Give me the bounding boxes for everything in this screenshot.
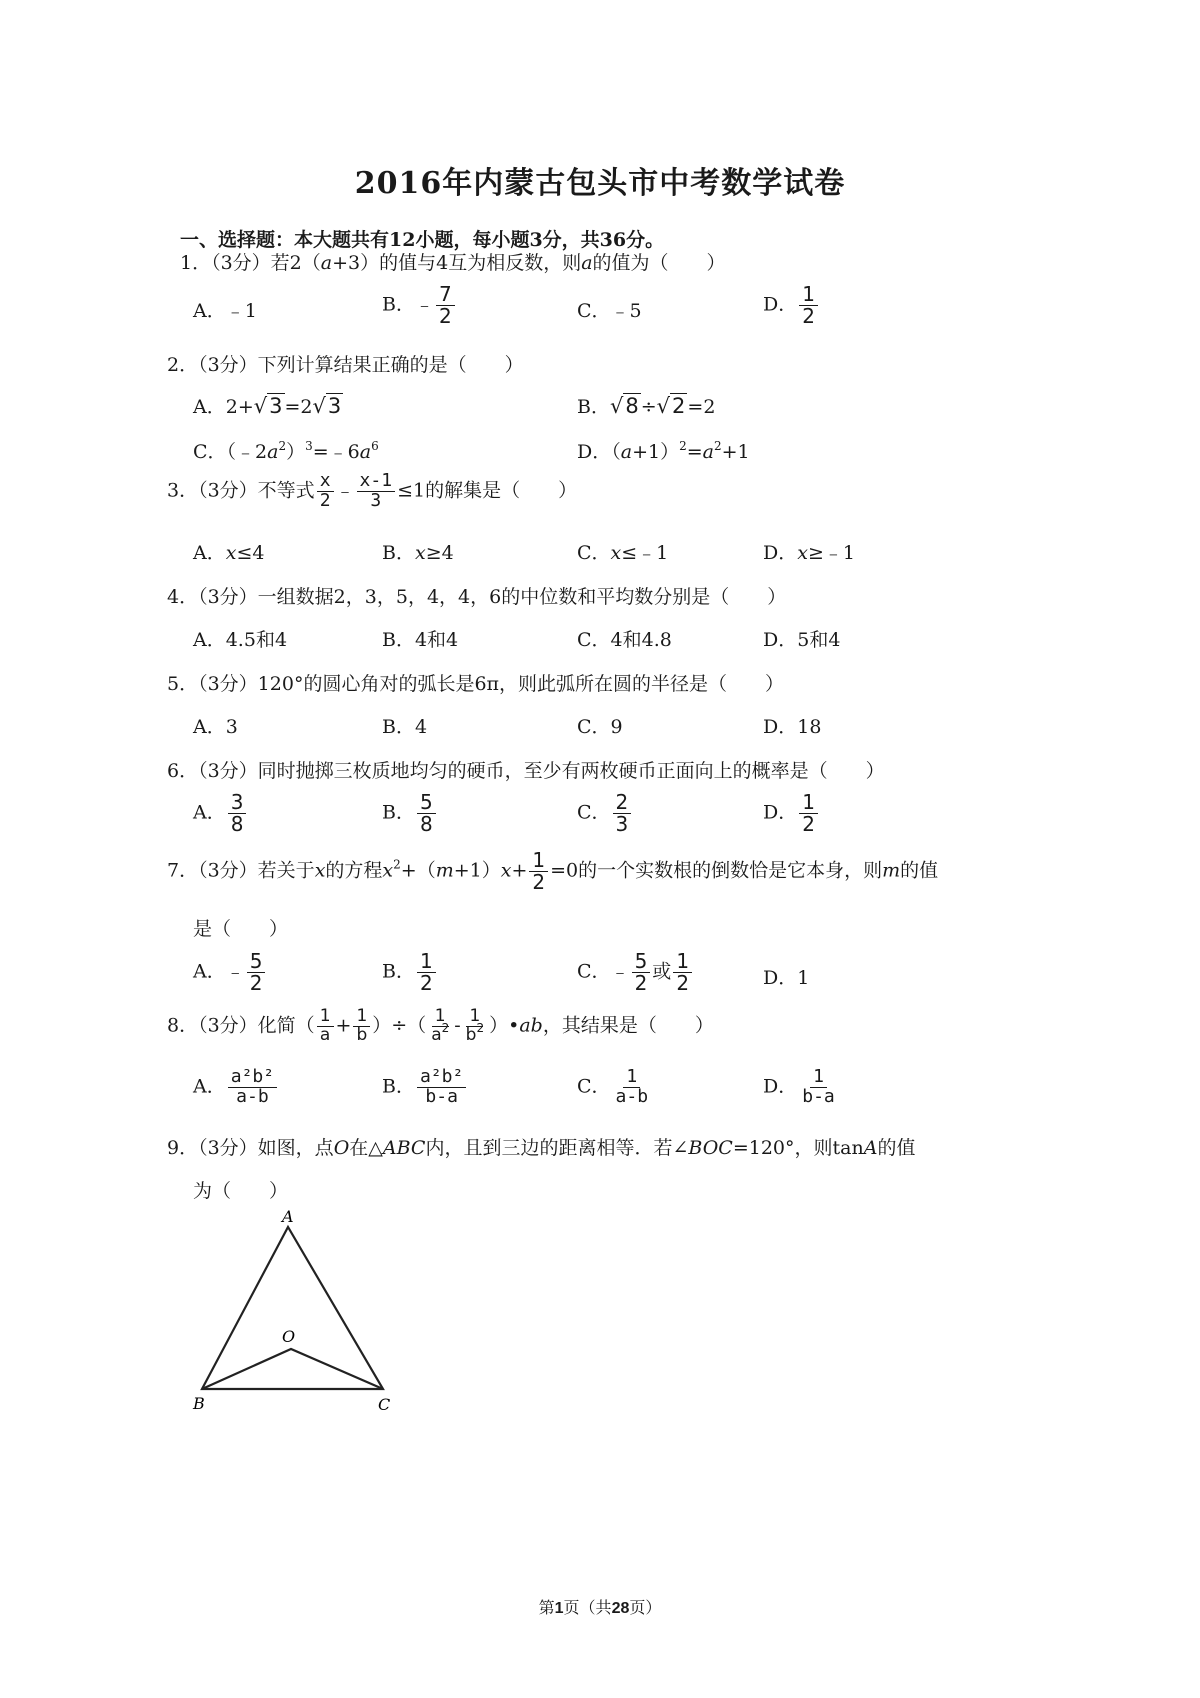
q5-option-d: D．18 <box>763 716 822 738</box>
q3-option-c: C．x≤﹣1 <box>577 542 669 564</box>
q8-option-d: D． $\frac{1}{b-a}$ <box>763 1066 835 1107</box>
q1-option-b: B．﹣ $\frac{7}{2}$ <box>382 284 457 327</box>
question-7-stem-line2: 是（ ） <box>193 918 289 940</box>
question-1-stem: 1．（3分）若2（a+3）的值与4互为相反数，则a的值为（ ） <box>180 252 726 274</box>
q3-option-d: D．x≥﹣1 <box>763 542 855 564</box>
triangle-abc <box>202 1227 383 1389</box>
q8-option-b: B． $\frac{\text{a²b²}}{b-a}$ <box>382 1068 468 1107</box>
question-7-stem: 7．（3分）若关于x的方程$x^2+(m+1)x+$ $\frac{1}{2}$ =0的一个实数根的倒数恰是它本身，则m的值 <box>167 848 939 894</box>
q7-option-b: B． $\frac{1}{2}$ <box>382 951 438 994</box>
point-o-label: O <box>282 1327 296 1346</box>
q3-option-b: B．x≥4 <box>382 542 454 564</box>
question-9-stem: 9．（3分）如图，点O在△ABC内，且到三边的距离相等．若∠BOC=120°，则tanA的值 <box>167 1137 916 1159</box>
q5-option-b: B．4 <box>382 716 428 738</box>
q2-option-a: A．2+√3 =2√3 <box>193 394 342 418</box>
section-heading: 一、选择题：本大题共有12小题，每小题3分，共36分。 <box>180 229 665 251</box>
page-footer: 第1页（共28页） <box>538 1598 662 1617</box>
q4-option-a: A．4.5和4 <box>193 629 288 651</box>
q5-option-c: C．9 <box>577 716 623 738</box>
total-pages: 28 <box>611 1600 630 1617</box>
q5-option-a: A．3 <box>193 716 238 738</box>
q2-option-d: D．$(a+1)^2=a^2+1$ <box>577 439 750 463</box>
q8-option-a: A． $\frac{\text{a²b²}}{a-b}$ <box>193 1068 279 1107</box>
segments-bo-oc <box>202 1349 383 1389</box>
page-number: 1 <box>554 1600 564 1617</box>
q1-option-d: D． $\frac{1}{2}$ <box>763 284 820 327</box>
q1-option-c: C．﹣5 <box>577 300 642 322</box>
q3-option-a: A．x≤4 <box>193 542 265 564</box>
question-5-stem: 5．（3分）120°的圆心角对的弧长是6π，则此弧所在圆的半径是（ ） <box>167 673 785 695</box>
q4-option-b: B．4和4 <box>382 629 459 651</box>
vertex-b-label: B <box>193 1394 205 1413</box>
q7-option-c: C．﹣ $\frac{5}{2}$ 或 $\frac{1}{2}$ <box>577 951 694 994</box>
q7-option-d: D．1 <box>763 967 810 989</box>
triangle-figure <box>185 1205 405 1420</box>
q4-option-d: D．5和4 <box>763 629 841 651</box>
q1-option-a: A．﹣1 <box>193 300 257 322</box>
page-title: 2016年内蒙古包头市中考数学试卷 <box>354 166 846 201</box>
question-8-stem: 8．（3分）化简（ $\frac{1}{a}$ + $\frac{1}{b}$ ）÷（ $\frac{1}{a^2}$ - $\frac{1}{b^2}$ ）•ab，其结果是（ ） <box>167 1006 714 1045</box>
q7-option-a: A．﹣ $\frac{5}{2}$ <box>193 951 267 994</box>
q6-option-d: D． $\frac{1}{2}$ <box>763 792 820 835</box>
question-4-stem: 4．（3分）一组数据2，3，5，4，4，6的中位数和平均数分别是（ ） <box>167 586 787 608</box>
vertex-a-label: A <box>282 1207 294 1226</box>
question-3-stem: 3．（3分）不等式 $\frac{x}{2}$ ﹣ $\frac{x-1}{3}$ ≤1的解集是（ ） <box>167 470 578 511</box>
vertex-c-label: C <box>378 1395 391 1414</box>
question-2-stem: 2．（3分）下列计算结果正确的是（ ） <box>167 354 524 376</box>
q6-option-a: A． $\frac{3}{8}$ <box>193 792 248 835</box>
q2-option-c: C．$(﹣2a^2)^3=﹣6a^6$ <box>193 439 379 463</box>
q6-option-c: C． $\frac{2}{3}$ <box>577 792 633 835</box>
q4-option-c: C．4和4.8 <box>577 629 672 651</box>
question-9-stem-line2: 为（ ） <box>193 1180 289 1202</box>
question-6-stem: 6．（3分）同时抛掷三枚质地均匀的硬币，至少有两枚硬币正面向上的概率是（ ） <box>167 760 885 782</box>
q6-option-b: B． $\frac{5}{8}$ <box>382 792 438 835</box>
q8-option-c: C． $\frac{1}{a-b}$ <box>577 1066 649 1107</box>
q2-option-b: B．√8 ÷√2 =2 <box>577 394 716 418</box>
